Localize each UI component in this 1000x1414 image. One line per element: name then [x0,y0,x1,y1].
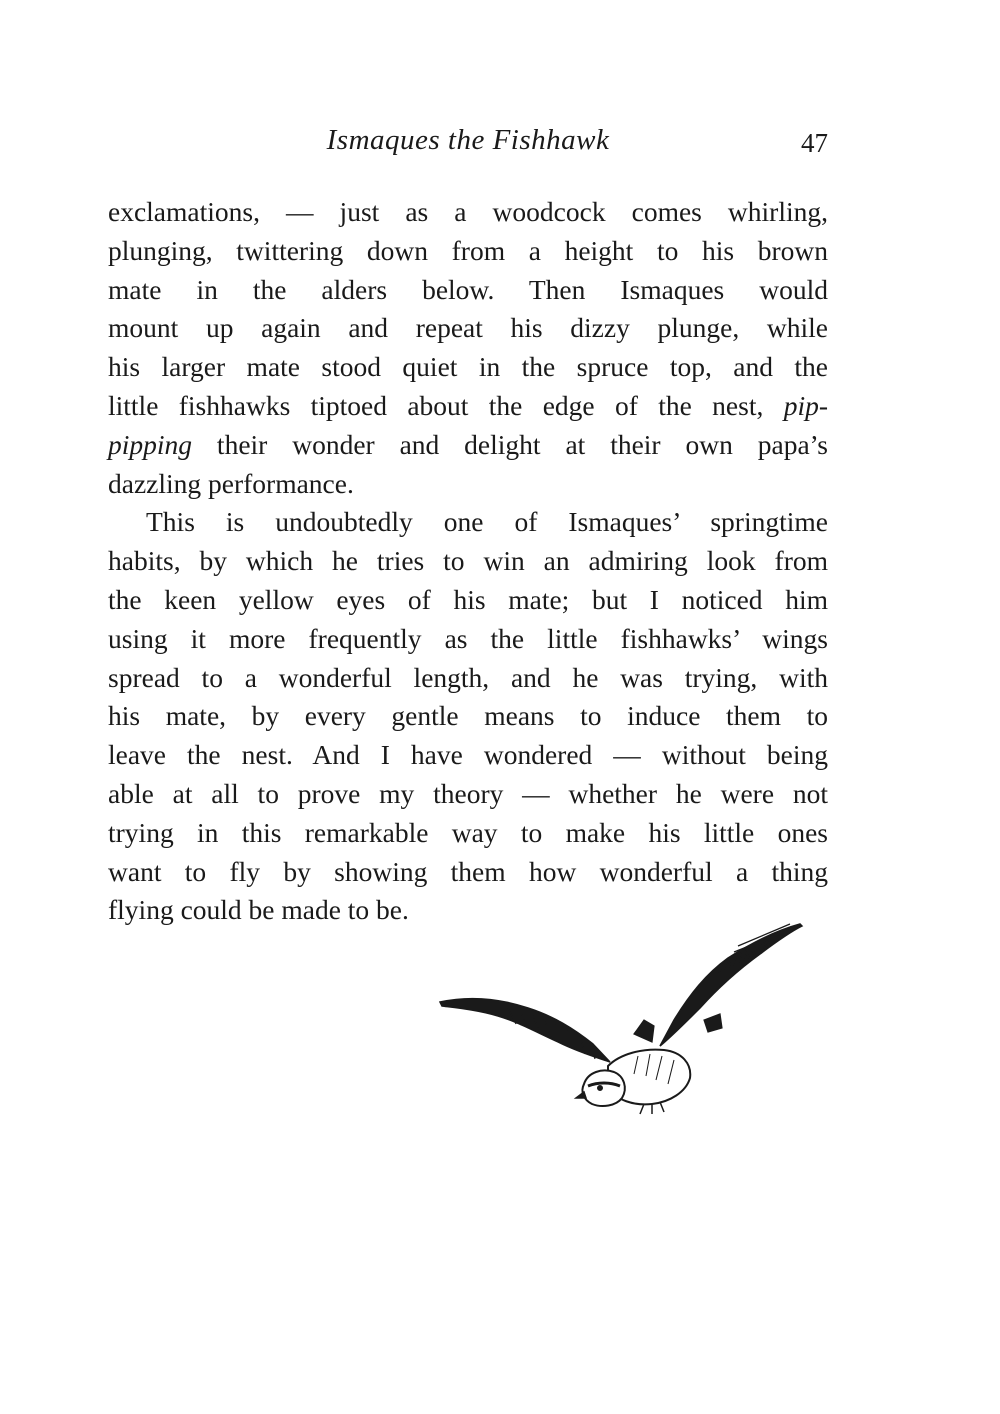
text-line: exclamations, — just as a woodcock comes whirling, [108,196,828,227]
text-line: dazzling performance. [108,467,354,499]
text-line: mount up again and repeat his dizzy plunge, while [108,312,828,344]
text-line: able at all to prove my theory — whether he were not [108,777,828,809]
text-line: using it more frequently as the little fishhawks’ wings [108,622,828,654]
text-line: habits, by which he tries to win an admiring look from [108,545,828,577]
fishhawk-in-flight-icon [438,916,810,1116]
body-text [108,193,828,930]
paragraph-2 [108,503,828,930]
text-line: plunging, twittering down from a height to his brown [108,234,828,266]
running-head [108,124,828,164]
page-number: 47 [801,128,828,158]
text-line: pipping their wonder and delight at their own papa’s [108,428,828,460]
text-line: trying in this remarkable way to make his little ones [108,816,828,848]
text-line: spread to a wonderful length, and he was trying, with [108,661,828,693]
text-line: mate in the alders below. Then Ismaques would [108,273,828,305]
text-line: leave the nest. And I have wondered — without being [108,739,828,771]
text-line: flying could be made to be. [108,894,409,926]
paragraph-1 [108,193,828,503]
running-title: Ismaques the Fishhawk [326,124,610,156]
text-line: This is undoubtedly one of Ismaques’ springtime [146,506,828,538]
italic-word: pip- [783,389,828,421]
text-line: want to fly by showing them how wonderful a thing [108,855,828,887]
text-line: the keen yellow eyes of his mate; but I noticed him [108,583,828,615]
text-line: his mate, by every gentle means to induce them to [108,700,828,732]
text-line: little fishhawks tiptoed about the edge of the nest, pip- [108,389,828,421]
italic-word: pipping [108,428,193,460]
text-line: his larger mate stood quiet in the spruce top, and the [108,351,828,383]
